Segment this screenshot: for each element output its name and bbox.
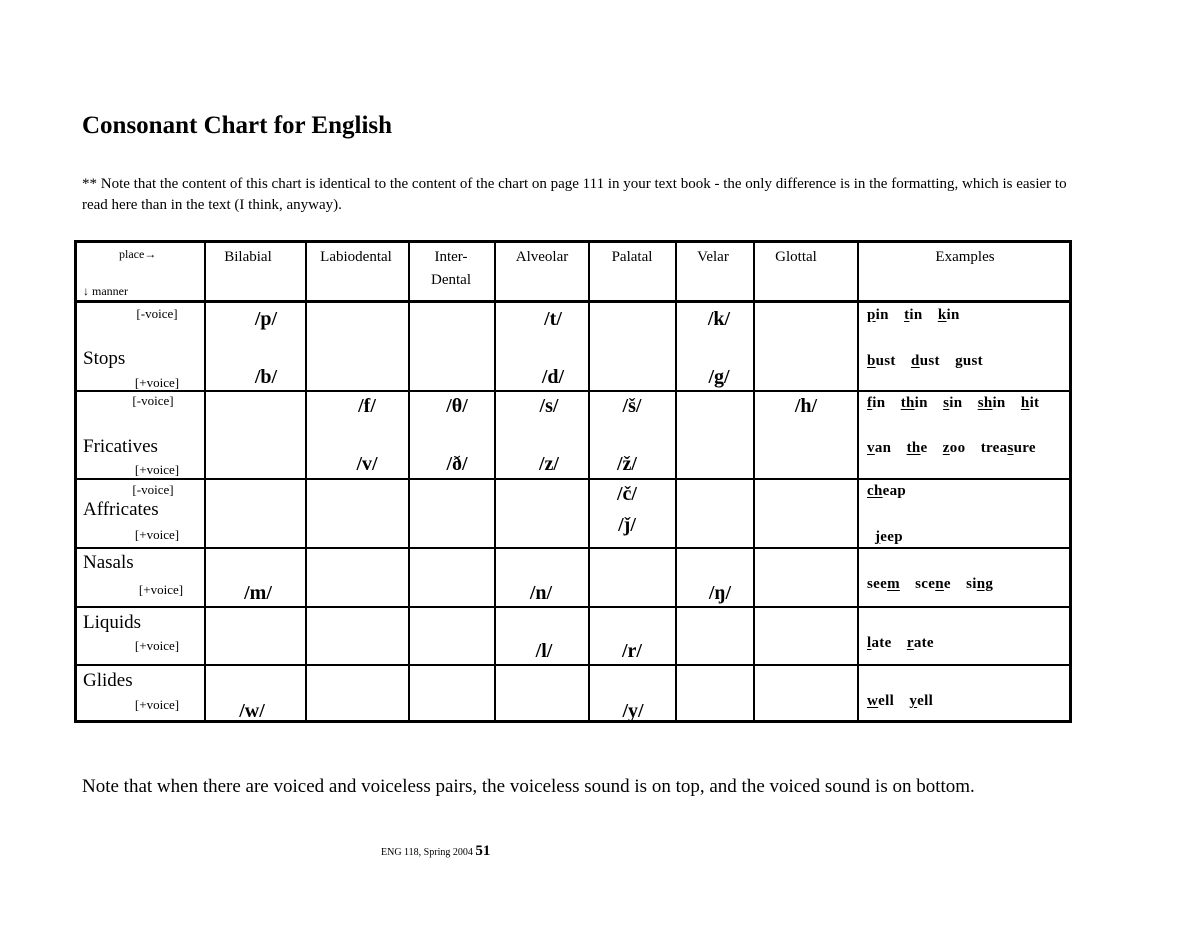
- phoneme-j: /ǰ/: [618, 514, 636, 536]
- grid-line: [77, 547, 1069, 549]
- liquids-voiced-label: [+voice]: [134, 638, 180, 653]
- stops-label: Stops: [83, 348, 126, 369]
- grid-line: [588, 243, 590, 720]
- affricates-examples-voiceless: cheap: [867, 483, 907, 499]
- phoneme-g: /g/: [708, 366, 730, 388]
- header-glottal: Glottal: [775, 249, 817, 265]
- phoneme-w: /w/: [239, 700, 265, 722]
- grid-line: [204, 243, 206, 720]
- liquids-examples: late rate: [867, 635, 934, 651]
- stops-voiced-label: [+voice]: [134, 375, 180, 390]
- affricates-voiceless-label: [-voice]: [132, 482, 174, 497]
- header-place: place→: [119, 247, 157, 261]
- phoneme-n: /n/: [529, 582, 553, 604]
- stops-examples-voiceless: pin tin kin: [867, 307, 960, 323]
- phoneme-b: /b/: [254, 366, 278, 388]
- phoneme-eng: /ŋ/: [708, 582, 732, 604]
- grid-line: [77, 390, 1069, 392]
- page-title: Consonant Chart for English: [82, 112, 393, 139]
- phoneme-z: /z/: [539, 453, 559, 475]
- phoneme-r: /r/: [622, 640, 642, 662]
- grid-line: [77, 664, 1069, 666]
- phoneme-k: /k/: [707, 308, 731, 330]
- header-velar: Velar: [697, 249, 729, 265]
- fricatives-label: Fricatives: [83, 436, 158, 457]
- fricatives-examples-voiced: van the zoo treasure: [867, 440, 1036, 456]
- header-manner: ↓ manner: [83, 284, 128, 298]
- stops-voiceless-label: [-voice]: [136, 306, 178, 321]
- consonant-chart: [74, 240, 1072, 723]
- phoneme-theta: /θ/: [446, 395, 468, 417]
- phoneme-d: /d/: [541, 366, 565, 388]
- phoneme-eth: /ð/: [446, 453, 468, 475]
- phoneme-t: /t/: [544, 308, 562, 330]
- grid-line: [753, 243, 755, 720]
- intro-note: ** Note that the content of this chart is identical to the content of the chart on page 111 in your text book - the only difference is in the formatting, which is easier to read here than in the text (I think, anyway).: [82, 176, 1067, 213]
- phoneme-p: /p/: [254, 308, 278, 330]
- grid-line: [77, 606, 1069, 608]
- grid-line: [305, 243, 307, 720]
- affricates-examples-voiced: jeep: [875, 529, 903, 545]
- grid-line: [77, 478, 1069, 480]
- stops-examples-voiced: bust dust gust: [867, 353, 983, 369]
- grid-line: [675, 243, 677, 720]
- affricates-label: Affricates: [83, 499, 159, 520]
- voicing-note: Note that when there are voiced and voiceless pairs, the voiceless sound is on top, and the voiced sound is on bottom.: [82, 776, 975, 797]
- footer-course: ENG 118, Spring 2004: [381, 847, 473, 858]
- grid-line: [494, 243, 496, 720]
- phoneme-h: /h/: [794, 395, 818, 417]
- header-examples: Examples: [935, 249, 995, 265]
- phoneme-m: /m/: [244, 582, 272, 604]
- liquids-label: Liquids: [83, 612, 142, 633]
- header-labiodental: Labiodental: [320, 249, 392, 265]
- fricatives-voiced-label: [+voice]: [134, 462, 180, 477]
- grid-line: [77, 300, 1069, 303]
- nasals-voiced-label: [+voice]: [138, 582, 184, 597]
- fricatives-voiceless-label: [-voice]: [132, 393, 174, 408]
- phoneme-ch: /č/: [617, 483, 637, 505]
- header-alveolar: Alveolar: [515, 249, 569, 265]
- page-footer: [381, 843, 490, 860]
- grid-line: [857, 243, 859, 720]
- affricates-voiced-label: [+voice]: [134, 527, 180, 542]
- nasals-label: Nasals: [83, 552, 134, 573]
- grid-line: [408, 243, 410, 720]
- fricatives-examples-voiceless: fin thin sin shin hit: [867, 395, 1040, 411]
- glides-examples: well yell: [867, 693, 934, 709]
- phoneme-sh: /š/: [622, 395, 642, 417]
- footer-page-number: 51: [475, 843, 491, 859]
- phoneme-s: /s/: [539, 395, 559, 417]
- header-palatal: Palatal: [611, 249, 653, 265]
- phoneme-f: /f/: [358, 395, 376, 417]
- glides-label: Glides: [83, 670, 133, 691]
- phoneme-v: /v/: [356, 453, 378, 475]
- header-interdental: Inter-Dental: [431, 249, 471, 288]
- glides-voiced-label: [+voice]: [134, 697, 180, 712]
- nasals-examples: seem scene sing: [867, 576, 994, 592]
- phoneme-l: /l/: [535, 640, 553, 662]
- header-bilabial: Bilabial: [224, 249, 272, 265]
- phoneme-y: /y/: [622, 700, 644, 722]
- phoneme-zh: /ž/: [617, 453, 637, 475]
